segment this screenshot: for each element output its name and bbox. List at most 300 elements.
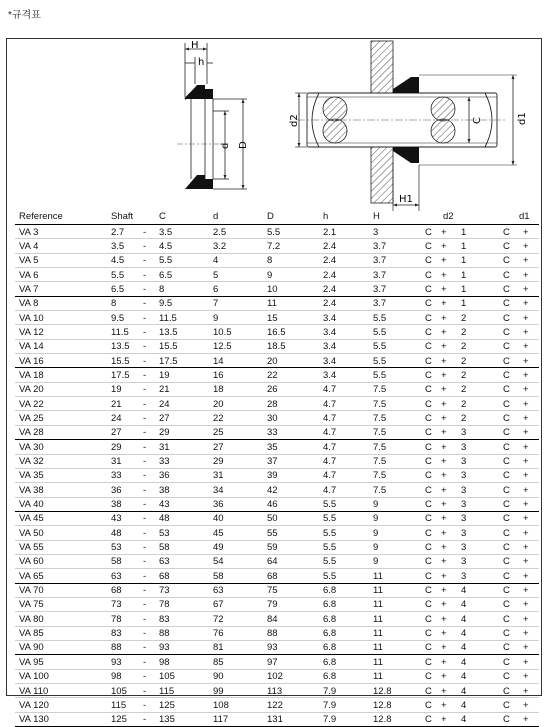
cell-d1-plus: + bbox=[523, 226, 529, 238]
cell-d1-symbol: C bbox=[503, 685, 510, 697]
cell-d: 14 bbox=[213, 355, 224, 367]
cell-d2-value: 2 bbox=[461, 369, 467, 381]
cell-D: 15 bbox=[267, 312, 278, 324]
cell-d1-plus: + bbox=[523, 369, 529, 381]
table-row bbox=[15, 525, 539, 539]
cell-D: 131 bbox=[267, 714, 283, 726]
cell-d1-plus: + bbox=[523, 269, 529, 281]
table-row bbox=[15, 368, 539, 381]
cell-d1-plus: + bbox=[523, 527, 529, 539]
cell-d2-plus: + bbox=[441, 226, 447, 238]
cell-d2-plus: + bbox=[441, 369, 447, 381]
cell-h: 6.8 bbox=[323, 599, 337, 611]
cell-d2-value: 2 bbox=[461, 412, 467, 424]
cell-h: 2.1 bbox=[323, 226, 337, 238]
cell-h: 6.8 bbox=[323, 628, 337, 640]
cell-d1-plus: + bbox=[523, 341, 529, 353]
cell-d2-symbol: C bbox=[425, 513, 432, 525]
cell-shaft-max: 58 bbox=[159, 542, 170, 554]
cell-d: 10.5 bbox=[213, 326, 232, 338]
cell-h: 6.8 bbox=[323, 613, 337, 625]
cell-d1-symbol: C bbox=[503, 556, 510, 568]
cell-d: 7 bbox=[213, 298, 219, 310]
cell-d1-symbol: C bbox=[503, 527, 510, 539]
cell-shaft-max: 5.5 bbox=[159, 255, 173, 267]
table-row bbox=[15, 382, 539, 396]
cell-d2-plus: + bbox=[441, 542, 447, 554]
cell-d2-value: 3 bbox=[461, 470, 467, 482]
cell-d2-value: 4 bbox=[461, 613, 467, 625]
cell-d2-plus: + bbox=[441, 484, 447, 496]
cell-shaft-dash: - bbox=[143, 527, 147, 539]
cell-d2-symbol: C bbox=[425, 283, 432, 295]
cell-d1-symbol: C bbox=[503, 326, 510, 338]
cell-d1-symbol: C bbox=[503, 484, 510, 496]
cell-h: 5.5 bbox=[323, 527, 337, 539]
cell-d: 6 bbox=[213, 283, 219, 295]
cell-h: 2.4 bbox=[323, 255, 337, 267]
cell-d1-symbol: C bbox=[503, 585, 510, 597]
cell-d2-plus: + bbox=[441, 269, 447, 281]
table-row-group bbox=[15, 512, 539, 584]
cell-shaft-min: 78 bbox=[111, 613, 122, 625]
cell-d1-symbol: C bbox=[503, 470, 510, 482]
cell-d2-plus: + bbox=[441, 470, 447, 482]
cell-shaft-dash: - bbox=[143, 240, 147, 252]
cell-reference: VA 32 bbox=[19, 456, 44, 467]
cell-shaft-min: 3.5 bbox=[111, 240, 125, 252]
cell-H: 11 bbox=[373, 671, 383, 683]
cell-shaft-dash: - bbox=[143, 398, 147, 410]
cell-d2-value: 4 bbox=[461, 628, 467, 640]
cell-d1-plus: + bbox=[523, 499, 529, 511]
cell-d1-symbol: C bbox=[503, 456, 510, 467]
cell-D: 88 bbox=[267, 628, 278, 640]
cell-d2-symbol: C bbox=[425, 441, 432, 453]
cell-d: 117 bbox=[213, 714, 229, 726]
cell-d2-value: 1 bbox=[461, 240, 467, 252]
table-row bbox=[15, 554, 539, 568]
cell-d2-plus: + bbox=[441, 527, 447, 539]
cell-H: 11 bbox=[373, 599, 383, 611]
header-c: C bbox=[159, 211, 166, 222]
cell-shaft-min: 38 bbox=[111, 499, 122, 511]
cell-shaft-min: 83 bbox=[111, 628, 122, 640]
table-row bbox=[15, 683, 539, 697]
cell-reference: VA 110 bbox=[19, 685, 49, 697]
cell-h: 3.4 bbox=[323, 369, 337, 381]
cell-shaft-max: 27 bbox=[159, 412, 170, 424]
cell-h: 3.4 bbox=[323, 312, 337, 324]
cell-d2-symbol: C bbox=[425, 542, 432, 554]
cell-h: 3.4 bbox=[323, 341, 337, 353]
cell-h: 3.4 bbox=[323, 355, 337, 367]
cell-d1-symbol: C bbox=[503, 312, 510, 324]
label-D: D bbox=[238, 141, 249, 149]
cell-H: 7.5 bbox=[373, 441, 387, 453]
cell-h: 7.9 bbox=[323, 714, 337, 726]
cell-d2-symbol: C bbox=[425, 269, 432, 281]
cell-d: 2.5 bbox=[213, 226, 227, 238]
cell-d2-plus: + bbox=[441, 585, 447, 597]
cell-shaft-min: 9.5 bbox=[111, 312, 125, 324]
technical-drawings bbox=[7, 39, 543, 215]
cell-shaft-dash: - bbox=[143, 484, 147, 496]
cell-shaft-min: 5.5 bbox=[111, 269, 125, 281]
table-row-group bbox=[15, 655, 539, 727]
label-d: d bbox=[220, 142, 231, 149]
table-row bbox=[15, 324, 539, 338]
cell-H: 11 bbox=[373, 613, 383, 625]
cell-d2-value: 3 bbox=[461, 441, 467, 453]
table-row bbox=[15, 669, 539, 683]
cell-d: 90 bbox=[213, 671, 224, 683]
cell-shaft-max: 31 bbox=[159, 441, 170, 453]
cell-d: 34 bbox=[213, 484, 224, 496]
cell-reference: VA 12 bbox=[19, 326, 44, 338]
cell-d: 29 bbox=[213, 456, 224, 467]
table-row bbox=[15, 440, 539, 453]
cell-h: 2.4 bbox=[323, 298, 337, 310]
cell-d2-symbol: C bbox=[425, 298, 432, 310]
cell-d2-symbol: C bbox=[425, 599, 432, 611]
cell-d2-symbol: C bbox=[425, 642, 432, 654]
cell-D: 20 bbox=[267, 355, 278, 367]
cell-reference: VA 80 bbox=[19, 613, 44, 625]
cell-shaft-max: 53 bbox=[159, 527, 170, 539]
header-D: D bbox=[267, 211, 274, 222]
cell-d1-symbol: C bbox=[503, 384, 510, 396]
table-row bbox=[15, 568, 539, 582]
cell-d1-plus: + bbox=[523, 255, 529, 267]
cell-H: 9 bbox=[373, 513, 379, 525]
cell-d2-symbol: C bbox=[425, 427, 432, 439]
cell-d1-plus: + bbox=[523, 714, 529, 726]
cell-d2-plus: + bbox=[441, 255, 447, 267]
cell-H: 3.7 bbox=[373, 298, 387, 310]
cell-H: 7.5 bbox=[373, 484, 387, 496]
header-d2: d2 bbox=[443, 211, 454, 222]
cell-d1-plus: + bbox=[523, 513, 529, 525]
cell-shaft-dash: - bbox=[143, 298, 147, 310]
label-d1: d1 bbox=[517, 112, 528, 125]
cell-d1-plus: + bbox=[523, 470, 529, 482]
table-row bbox=[15, 396, 539, 410]
cell-d1-symbol: C bbox=[503, 599, 510, 611]
cell-shaft-max: 33 bbox=[159, 456, 170, 467]
cell-H: 12.8 bbox=[373, 699, 392, 711]
cell-H: 11 bbox=[373, 570, 383, 582]
cell-d1-symbol: C bbox=[503, 369, 510, 381]
cell-shaft-max: 105 bbox=[159, 671, 175, 683]
cell-d2-plus: + bbox=[441, 628, 447, 640]
cell-shaft-dash: - bbox=[143, 456, 147, 467]
cell-h: 7.9 bbox=[323, 685, 337, 697]
cell-h: 4.7 bbox=[323, 427, 337, 439]
cell-shaft-min: 125 bbox=[111, 714, 127, 726]
cell-D: 22 bbox=[267, 369, 278, 381]
cell-H: 5.5 bbox=[373, 355, 387, 367]
cell-reference: VA 22 bbox=[19, 398, 44, 410]
cell-h: 7.9 bbox=[323, 699, 337, 711]
cell-d: 108 bbox=[213, 699, 229, 711]
cell-shaft-max: 68 bbox=[159, 570, 170, 582]
cell-d2-symbol: C bbox=[425, 226, 432, 238]
cell-d2-symbol: C bbox=[425, 341, 432, 353]
cell-shaft-min: 105 bbox=[111, 685, 127, 697]
cell-shaft-max: 19 bbox=[159, 369, 170, 381]
table-row bbox=[15, 540, 539, 554]
cell-d2-plus: + bbox=[441, 714, 447, 726]
cell-H: 3.7 bbox=[373, 240, 387, 252]
cell-d: 45 bbox=[213, 527, 224, 539]
cell-d2-plus: + bbox=[441, 699, 447, 711]
cell-d: 9 bbox=[213, 312, 219, 324]
cell-reference: VA 38 bbox=[19, 484, 44, 496]
cell-d2-value: 3 bbox=[461, 427, 467, 439]
cell-shaft-dash: - bbox=[143, 671, 147, 683]
cell-D: 28 bbox=[267, 398, 278, 410]
cell-shaft-dash: - bbox=[143, 685, 147, 697]
cell-d1-plus: + bbox=[523, 326, 529, 338]
cell-d1-plus: + bbox=[523, 441, 529, 453]
cell-d2-value: 3 bbox=[461, 527, 467, 539]
cell-h: 4.7 bbox=[323, 470, 337, 482]
header-d1: d1 bbox=[519, 211, 530, 222]
cell-d2-symbol: C bbox=[425, 628, 432, 640]
cell-d2-value: 2 bbox=[461, 341, 467, 353]
installed-ring-drawing bbox=[7, 39, 543, 215]
cell-shaft-min: 63 bbox=[111, 570, 122, 582]
cell-shaft-min: 73 bbox=[111, 599, 122, 611]
cell-d1-plus: + bbox=[523, 384, 529, 396]
cell-shaft-max: 115 bbox=[159, 685, 175, 697]
cell-d1-plus: + bbox=[523, 283, 529, 295]
cell-reference: VA 45 bbox=[19, 513, 44, 525]
cell-h: 5.5 bbox=[323, 556, 337, 568]
cell-shaft-dash: - bbox=[143, 441, 147, 453]
cell-shaft-dash: - bbox=[143, 585, 147, 597]
cell-d2-value: 4 bbox=[461, 671, 467, 683]
cell-shaft-dash: - bbox=[143, 341, 147, 353]
cell-reference: VA 14 bbox=[19, 341, 44, 353]
cell-d2-value: 4 bbox=[461, 714, 467, 726]
cell-shaft-dash: - bbox=[143, 312, 147, 324]
cell-d1-plus: + bbox=[523, 456, 529, 467]
cell-d: 27 bbox=[213, 441, 224, 453]
cell-d1-symbol: C bbox=[503, 613, 510, 625]
cell-d2-plus: + bbox=[441, 456, 447, 467]
cell-d1-plus: + bbox=[523, 542, 529, 554]
cell-h: 4.7 bbox=[323, 484, 337, 496]
cell-H: 11 bbox=[373, 628, 383, 640]
table-row-group bbox=[15, 297, 539, 369]
cell-reference: VA 8 bbox=[19, 298, 39, 310]
cell-d1-plus: + bbox=[523, 671, 529, 683]
cell-shaft-dash: - bbox=[143, 570, 147, 582]
cell-d2-plus: + bbox=[441, 427, 447, 439]
cell-shaft-min: 6.5 bbox=[111, 283, 125, 295]
cell-d2-value: 2 bbox=[461, 355, 467, 367]
cell-shaft-dash: - bbox=[143, 369, 147, 381]
cell-shaft-dash: - bbox=[143, 699, 147, 711]
cell-shaft-min: 11.5 bbox=[111, 326, 129, 338]
table-row-group bbox=[15, 440, 539, 512]
cell-shaft-max: 43 bbox=[159, 499, 170, 511]
table-row bbox=[15, 238, 539, 252]
cell-shaft-max: 11.5 bbox=[159, 312, 177, 324]
cell-reference: VA 10 bbox=[19, 312, 44, 324]
cell-d2-symbol: C bbox=[425, 585, 432, 597]
cell-reference: VA 85 bbox=[19, 628, 44, 640]
cell-shaft-max: 6.5 bbox=[159, 269, 173, 281]
cell-D: 64 bbox=[267, 556, 278, 568]
cell-d1-plus: + bbox=[523, 355, 529, 367]
cell-d1-plus: + bbox=[523, 412, 529, 424]
cell-shaft-min: 115 bbox=[111, 699, 127, 711]
cell-d: 31 bbox=[213, 470, 224, 482]
header-shaft: Shaft bbox=[111, 211, 134, 222]
cell-d2-symbol: C bbox=[425, 398, 432, 410]
cell-h: 6.8 bbox=[323, 656, 337, 668]
cell-d2-plus: + bbox=[441, 613, 447, 625]
cell-h: 5.5 bbox=[323, 513, 337, 525]
cell-shaft-min: 53 bbox=[111, 542, 122, 554]
cell-d: 67 bbox=[213, 599, 224, 611]
cell-d2-plus: + bbox=[441, 656, 447, 668]
cell-d2-value: 4 bbox=[461, 656, 467, 668]
table-row bbox=[15, 339, 539, 353]
label-H1: H1 bbox=[399, 194, 413, 205]
cell-reference: VA 60 bbox=[19, 556, 44, 568]
cell-d: 54 bbox=[213, 556, 224, 568]
cell-d1-plus: + bbox=[523, 570, 529, 582]
cell-H: 11 bbox=[373, 585, 383, 597]
cell-D: 50 bbox=[267, 513, 278, 525]
cell-d2-symbol: C bbox=[425, 240, 432, 252]
table-row-group bbox=[15, 584, 539, 656]
cell-shaft-min: 58 bbox=[111, 556, 122, 568]
cell-shaft-dash: - bbox=[143, 283, 147, 295]
cell-d: 76 bbox=[213, 628, 224, 640]
cell-H: 3 bbox=[373, 226, 379, 238]
cell-shaft-min: 68 bbox=[111, 585, 122, 597]
table-row bbox=[15, 611, 539, 625]
cell-d: 22 bbox=[213, 412, 224, 424]
cell-d1-symbol: C bbox=[503, 269, 510, 281]
cell-d: 81 bbox=[213, 642, 224, 654]
cell-d1-plus: + bbox=[523, 427, 529, 439]
cell-d2-symbol: C bbox=[425, 326, 432, 338]
cell-D: 113 bbox=[267, 685, 283, 697]
cell-d2-plus: + bbox=[441, 556, 447, 568]
cell-D: 68 bbox=[267, 570, 278, 582]
cell-d: 58 bbox=[213, 570, 224, 582]
cell-h: 6.8 bbox=[323, 671, 337, 683]
cell-d: 49 bbox=[213, 542, 224, 554]
cell-d1-plus: + bbox=[523, 699, 529, 711]
cell-reference: VA 40 bbox=[19, 499, 44, 511]
table-row bbox=[15, 497, 539, 511]
cell-shaft-max: 8 bbox=[159, 283, 165, 295]
cell-d1-symbol: C bbox=[503, 656, 510, 668]
cell-D: 102 bbox=[267, 671, 283, 683]
cell-shaft-dash: - bbox=[143, 470, 147, 482]
cell-shaft-min: 15.5 bbox=[111, 355, 130, 367]
cell-reference: VA 4 bbox=[19, 240, 39, 252]
cell-shaft-max: 21 bbox=[159, 384, 170, 396]
cell-d: 63 bbox=[213, 585, 224, 597]
cell-shaft-max: 24 bbox=[159, 398, 170, 410]
table-header-row bbox=[15, 210, 539, 225]
cell-d2-plus: + bbox=[441, 312, 447, 324]
cell-h: 3.4 bbox=[323, 326, 337, 338]
cell-d2-value: 2 bbox=[461, 398, 467, 410]
cell-d2-value: 4 bbox=[461, 599, 467, 611]
cell-D: 26 bbox=[267, 384, 278, 396]
table-row bbox=[15, 468, 539, 482]
cell-shaft-dash: - bbox=[143, 255, 147, 267]
table-row bbox=[15, 267, 539, 281]
cell-shaft-max: 93 bbox=[159, 642, 170, 654]
cell-h: 4.7 bbox=[323, 398, 337, 410]
cell-d2-symbol: C bbox=[425, 699, 432, 711]
cell-d1-symbol: C bbox=[503, 570, 510, 582]
cell-d: 16 bbox=[213, 369, 224, 381]
cell-d1-plus: + bbox=[523, 656, 529, 668]
cell-H: 7.5 bbox=[373, 427, 387, 439]
cell-shaft-min: 31 bbox=[111, 456, 122, 467]
cell-H: 7.5 bbox=[373, 398, 387, 410]
cell-h: 4.7 bbox=[323, 456, 337, 467]
cell-D: 93 bbox=[267, 642, 278, 654]
label-d2: d2 bbox=[289, 114, 300, 127]
cell-d2-plus: + bbox=[441, 685, 447, 697]
cell-d2-value: 4 bbox=[461, 699, 467, 711]
cell-shaft-dash: - bbox=[143, 628, 147, 640]
cell-d1-plus: + bbox=[523, 398, 529, 410]
table-row bbox=[15, 626, 539, 640]
table-row bbox=[15, 253, 539, 267]
cell-reference: VA 90 bbox=[19, 642, 44, 654]
cell-d1-symbol: C bbox=[503, 441, 510, 453]
cell-d1-symbol: C bbox=[503, 542, 510, 554]
cell-h: 5.5 bbox=[323, 499, 337, 511]
table-row bbox=[15, 281, 539, 295]
cell-shaft-max: 63 bbox=[159, 556, 170, 568]
cell-d2-value: 3 bbox=[461, 570, 467, 582]
cell-h: 2.4 bbox=[323, 283, 337, 295]
cell-shaft-max: 15.5 bbox=[159, 341, 178, 353]
cell-H: 9 bbox=[373, 542, 379, 554]
cell-d2-symbol: C bbox=[425, 556, 432, 568]
cell-shaft-min: 93 bbox=[111, 656, 122, 668]
cell-D: 8 bbox=[267, 255, 273, 267]
table-row bbox=[15, 425, 539, 439]
cell-shaft-min: 4.5 bbox=[111, 255, 125, 267]
cell-d2-value: 3 bbox=[461, 542, 467, 554]
cell-shaft-dash: - bbox=[143, 613, 147, 625]
cell-d2-value: 3 bbox=[461, 556, 467, 568]
cell-D: 9 bbox=[267, 269, 273, 281]
cell-d2-value: 4 bbox=[461, 685, 467, 697]
cell-shaft-max: 3.5 bbox=[159, 226, 173, 238]
cell-d2-plus: + bbox=[441, 499, 447, 511]
cell-d2-symbol: C bbox=[425, 685, 432, 697]
cell-H: 9 bbox=[373, 556, 379, 568]
cell-D: 10 bbox=[267, 283, 278, 295]
cell-d2-symbol: C bbox=[425, 412, 432, 424]
